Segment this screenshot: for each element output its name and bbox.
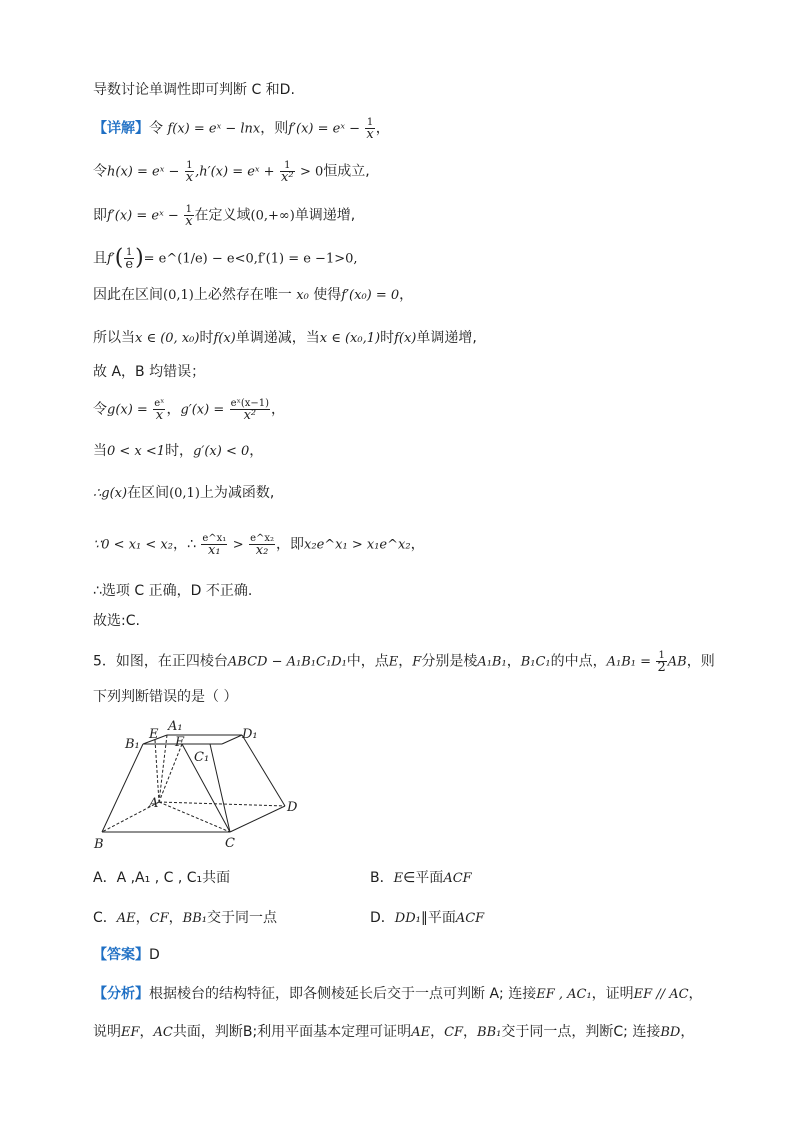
h-line — [93, 160, 370, 183]
h-ling: 令 — [93, 163, 107, 180]
label-C1: C₁ — [194, 750, 210, 765]
yinci-mid2: 使得 — [313, 287, 342, 303]
analysis-2g: ， — [680, 1024, 695, 1040]
choice-d-text: ∥平面 — [420, 910, 456, 926]
frustum-figure — [92, 714, 322, 854]
q5-E: E — [388, 654, 399, 670]
therefore-in: 在区间 — [127, 485, 170, 501]
yinci-tail: ， — [399, 287, 414, 303]
frac-num: 1 — [366, 117, 374, 128]
q5-line2-text: 下列判断错误的是（ ） — [93, 689, 238, 705]
frac-den: x — [155, 408, 164, 423]
suoyi-line — [93, 328, 477, 349]
frac-den: x — [185, 170, 194, 185]
qie-line — [93, 247, 358, 270]
fraction-1-over-x — [365, 117, 374, 140]
fraction-1-over-e — [124, 247, 134, 270]
q5-AB: AB — [667, 654, 687, 670]
conclusion-line — [93, 581, 252, 601]
h-gt0: > 0 — [300, 164, 324, 180]
q5-solid: ABCD − A₁B₁C₁D₁ — [227, 654, 347, 670]
frac-den: 2 — [657, 660, 666, 675]
label-A1: A₁ — [168, 719, 183, 734]
fraction-1-over-x-ji — [184, 204, 193, 227]
suoyi-mid: 时 — [199, 330, 214, 346]
gu-line — [93, 362, 205, 382]
analysis-1-b: ，证明 — [591, 986, 634, 1002]
analysis-1-par: EF // AC — [633, 987, 689, 1002]
detail-ling: 令 — [149, 120, 163, 137]
analysis-2-AC: AC — [153, 1025, 173, 1040]
choice-c-CF: CF — [149, 911, 169, 926]
frac-num: eˣ — [154, 398, 165, 409]
analysis-2-CF: CF — [444, 1025, 464, 1040]
frac-num: 1 — [280, 160, 295, 172]
label-B1: B₁ — [125, 737, 140, 752]
gp-comma: ， — [271, 401, 286, 418]
analysis-2d: ， — [430, 1024, 445, 1040]
ji-tail: 单调递增, — [294, 207, 356, 224]
suoyi-dec: 单调递减，当 — [235, 330, 320, 346]
frac-num: 1 — [126, 247, 133, 258]
therefore-g: ∴g(x) — [93, 486, 128, 501]
analysis-1-EF: EF , AC₁ — [536, 987, 592, 1002]
analysis-line2 — [93, 1022, 694, 1043]
analysis-1: 根据棱台的结构特征，即各侧棱延长后交于一点可判断 A; 连接 — [149, 986, 537, 1002]
analysis-2-BB1: BB₁ — [477, 1025, 502, 1040]
yinci-x0: x₀ — [296, 288, 309, 303]
q5-g: ，则 — [686, 653, 715, 670]
since-gt: > — [232, 537, 244, 553]
detail-tag: 【详解】 — [93, 120, 149, 137]
choice-d-plane: ACF — [455, 911, 485, 926]
choice-b-plane: ACF — [443, 871, 472, 886]
qie: 且 — [93, 250, 107, 267]
h-def: h(x) = eˣ − — [107, 164, 180, 180]
frac-den: x₁ — [208, 543, 221, 558]
dang-comma: ， — [249, 443, 264, 459]
frac-den: x² — [243, 408, 257, 423]
choice-d — [370, 908, 484, 929]
frac-den: x² — [281, 170, 294, 185]
since-ji: ，即 — [276, 536, 305, 553]
choice-c-label: C． — [93, 910, 117, 926]
q5-eq: A₁B₁ = — [606, 654, 652, 670]
choice-c-sep1: ， — [135, 910, 150, 926]
conclusion: ∴选项 C 正确，D 不正确. — [93, 583, 253, 599]
edge-C1-D1 — [222, 735, 242, 744]
therefore-line — [93, 483, 274, 504]
label-A: A — [149, 796, 159, 811]
q5-F: F — [412, 654, 422, 670]
detail-line — [93, 117, 390, 140]
dang-shi: 时， — [165, 443, 194, 459]
suoyi-fx2: f(x) — [394, 331, 417, 346]
dang-g: g′(x) < 0 — [193, 444, 250, 459]
since-line — [93, 533, 425, 556]
gp-def: g′(x) = — [180, 402, 225, 418]
qie-expr: = e^(1/e) − e<0,f′(1) = e −1>0, — [143, 251, 358, 267]
analysis-line1 — [93, 984, 703, 1005]
hidden-edge-A-D — [159, 802, 285, 806]
edge-C1-C — [210, 744, 230, 832]
q5-line1 — [93, 650, 715, 673]
choice-c — [93, 908, 277, 929]
fraction-ex1-over-x1 — [201, 533, 227, 556]
since-comma: ，∴ — [172, 536, 196, 553]
ji-fpx: f′(x) = eˣ − — [107, 208, 179, 224]
qie-fprime: f′ — [107, 251, 115, 267]
intro-text: 导数讨论单调性即可判断 C 和D. — [93, 82, 295, 98]
analysis-2b: ， — [139, 1024, 154, 1040]
ji-line — [93, 204, 355, 227]
analysis-2c: 共面，判断B;利用平面基本定理可证明 — [172, 1024, 412, 1040]
fprime-def: f′(x) = eˣ − — [288, 121, 360, 137]
analysis-2f: 交于同一点，判断C; 连接 — [501, 1024, 661, 1040]
h-prime: ,h′(x) = eˣ + — [195, 164, 275, 180]
label-E: E — [149, 727, 159, 742]
h-tail: 恒成立, — [323, 163, 370, 180]
since-end: ， — [410, 536, 425, 553]
since-cond: ∵0 < x₁ < x₂ — [93, 537, 173, 553]
answer: 故选:C. — [93, 613, 140, 629]
edge-D1-D — [242, 735, 285, 806]
label-F: F — [175, 735, 185, 750]
fraction-half — [656, 650, 666, 673]
choice-d-label: D． — [370, 910, 395, 926]
frac-num: e^x₁ — [202, 533, 227, 544]
yinci-mid: 上必然存在唯一 — [193, 287, 292, 303]
ji-interval: (0,+∞) — [250, 208, 295, 224]
frac-num: 1 — [186, 160, 193, 171]
fraction-gprime — [230, 398, 270, 421]
hidden-segment-F-A — [159, 744, 182, 802]
therefore-tail: 上为减函数, — [199, 485, 275, 501]
q5-A1B1: A₁B₁ — [477, 654, 507, 670]
ji-domain: 在定义域 — [194, 207, 251, 224]
suoyi-int2: x ∈ (x₀,1) — [319, 331, 381, 346]
choice-c-BB1: BB₁ — [182, 911, 207, 926]
yinci-eq: f′(x₀) = 0 — [341, 288, 400, 303]
analysis-2-EF: EF — [121, 1025, 140, 1040]
yinci-int: (0,1) — [163, 288, 194, 303]
frac-den: e — [125, 257, 134, 272]
analysis-2e: ， — [463, 1024, 478, 1040]
dang-cond: 0 < x <1 — [107, 444, 166, 459]
frac-num: 1 — [658, 650, 665, 661]
analysis-2a: 说明 — [93, 1024, 121, 1040]
intro-line — [93, 80, 295, 100]
yinci: 因此在区间 — [93, 287, 163, 303]
answer-tag: 【答案】 — [93, 947, 149, 963]
frac-den: x — [185, 214, 193, 229]
suoyi-fx1: f(x) — [213, 331, 236, 346]
suoyi-int1: x ∈ (0, x₀) — [135, 331, 200, 346]
choice-c-AE: AE — [116, 911, 136, 926]
label-D: D — [287, 800, 298, 815]
frac-den: x — [366, 127, 374, 142]
paren-open: ( — [114, 245, 124, 271]
dang-line — [93, 441, 263, 462]
therefore-int: (0,1) — [169, 486, 200, 501]
suoyi-mid2: 时 — [380, 330, 395, 346]
q5-c: ， — [398, 653, 413, 670]
choice-b-E: E — [393, 871, 404, 886]
choice-a-text: A．A ,A₁ , C , C₁共面 — [93, 870, 231, 886]
answer-line — [93, 611, 140, 631]
hidden-segment-E-A — [155, 740, 159, 802]
frac-num: 1 — [185, 204, 193, 215]
choice-a — [93, 868, 230, 888]
ji: 即 — [93, 207, 107, 224]
q5-d: 分别是棱 — [421, 653, 478, 670]
choice-b-label: B． — [370, 870, 394, 886]
label-C: C — [225, 836, 235, 851]
analysis-2-AE: AE — [411, 1025, 431, 1040]
g-comma: ， — [166, 401, 181, 418]
gu: 故 A，B 均错误； — [93, 364, 206, 380]
hidden-edge-A-C — [159, 802, 230, 832]
frac-num: eˣ(x−1) — [230, 398, 270, 409]
g-line — [93, 398, 285, 421]
answer-value: D — [149, 947, 160, 963]
choice-c-sep2: ， — [168, 910, 183, 926]
analysis-2-BD: BD — [660, 1025, 681, 1040]
choice-b-text: ∈平面 — [403, 870, 444, 886]
comma: ， — [375, 120, 390, 137]
label-D1: D₁ — [242, 727, 258, 742]
q5-line2 — [93, 687, 237, 707]
label-B: B — [94, 837, 104, 852]
yinci-line — [93, 285, 413, 306]
edge-B1-B — [102, 744, 143, 832]
g-ling: 令 — [93, 401, 107, 418]
suoyi-inc: 单调递增, — [416, 330, 477, 346]
frac-num: e^x₂ — [250, 533, 275, 544]
fraction-ex2-over-x2 — [249, 533, 275, 556]
q5-b: 中，点 — [346, 653, 389, 670]
dang: 当 — [93, 443, 107, 459]
paren-close: ) — [135, 245, 144, 271]
choice-c-text: 交于同一点 — [206, 910, 277, 926]
choice-d-DD1: DD₁ — [394, 911, 421, 926]
q5-f: 的中点， — [550, 653, 607, 670]
q5-e: ， — [506, 653, 521, 670]
f-def: f(x) = eˣ − lnx — [167, 121, 261, 137]
analysis-tag: 【分析】 — [93, 986, 149, 1002]
choice-b — [370, 868, 472, 889]
answer-tag-line — [93, 945, 160, 965]
frac-den: x₂ — [255, 543, 269, 558]
fraction-ex-over-x — [153, 398, 165, 421]
analysis-1-c: ， — [688, 986, 703, 1002]
fraction-1-over-x2 — [280, 160, 295, 183]
fraction-1-over-x-h — [185, 160, 194, 183]
edge-C-D — [230, 806, 285, 832]
suoyi: 所以当 — [93, 330, 135, 346]
q5-a: 5．如图，在正四棱台 — [93, 653, 228, 670]
since-res: x₂e^x₁ > x₁e^x₂ — [304, 537, 411, 553]
detail-ze: ，则 — [260, 120, 289, 137]
q5-B1C1: B₁C₁ — [520, 654, 551, 670]
g-def: g(x) = — [107, 402, 148, 418]
